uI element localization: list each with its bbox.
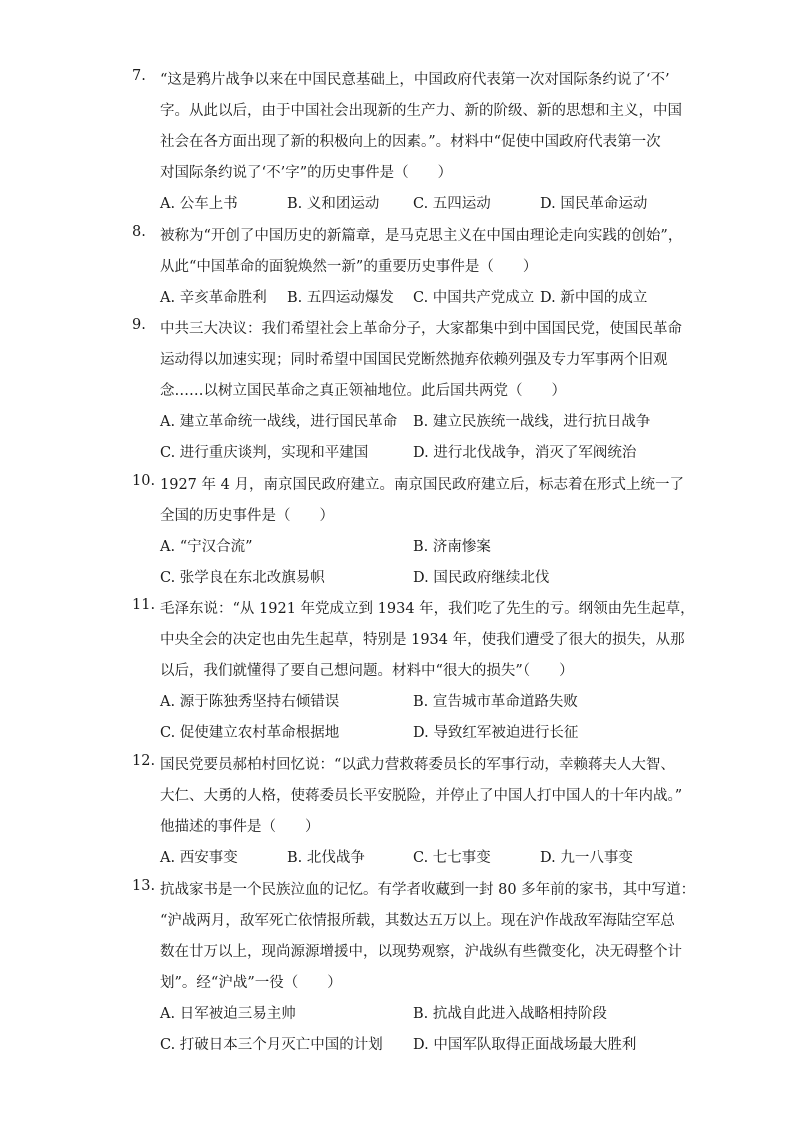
option-a: A. 辛亥革命胜利 <box>160 290 267 306</box>
question-text-line: 大仁、大勇的人格，使蒋委员长平安脱险，并停止了中国人打中国人的十年内战。” <box>160 788 683 804</box>
option-b: B. 宣告城市革命道路失败 <box>413 694 578 710</box>
option-c: C. 七七事变 <box>413 850 491 866</box>
question-text-line: 国民党要员郝柏村回忆说：“以武力营救蒋委员长的军事行动，幸赖蒋夫人大智、 <box>160 757 675 773</box>
option-a: A. 公车上书 <box>160 196 238 212</box>
question-text-line: 以后，我们就懂得了要自己想问题。材料中“很大的损失”（ ） <box>160 663 574 679</box>
option-a: A. 日军被迫三易主帅 <box>160 1006 296 1022</box>
option-c: C. 促使建立农村革命根据地 <box>160 725 340 741</box>
option-c: C. 五四运动 <box>413 196 491 212</box>
question-text-line: 中央全会的决定也由先生起草，特别是 1934 年，使我们遭受了很大的损失，从那 <box>160 632 685 648</box>
question-number: 9. <box>132 317 146 333</box>
option-d: D. 国民政府继续北伐 <box>413 570 550 586</box>
option-d: D. 进行北伐战争，消灭了军阀统治 <box>413 445 637 461</box>
question-number: 7. <box>132 68 146 84</box>
question-text-line: 念……以树立国民革命之真正领袖地位。此后国共两党（ ） <box>160 383 566 399</box>
question-number: 12. <box>132 753 156 769</box>
option-c: C. 进行重庆谈判，实现和平建国 <box>160 445 369 461</box>
option-c: C. 中国共产党成立 <box>413 290 535 306</box>
option-a: A. “宁汉合流” <box>160 539 253 555</box>
option-a: A. 西安事变 <box>160 850 238 866</box>
option-a: A. 建立革命统一战线，进行国民革命 <box>160 414 398 430</box>
question-text-line: 数在廿万以上，现尚源源增援中，以现势观察，沪战纵有些微变化，决无碍整个计 <box>160 944 682 960</box>
option-d: D. 新中国的成立 <box>540 290 648 306</box>
question-text-line: 对国际条约说了‘不’字”的历史事件是（ ） <box>160 165 453 181</box>
question-number: 8. <box>132 224 146 240</box>
option-c: C. 打破日本三个月灭亡中国的计划 <box>160 1037 383 1053</box>
question-number: 13. <box>132 878 156 894</box>
option-d: D. 导致红军被迫进行长征 <box>413 725 579 741</box>
question-text-line: 从此“中国革命的面貌焕然一新”的重要历史事件是（ ） <box>160 259 538 275</box>
question-text-line: 1927 年 4 月，南京国民政府建立。南京国民政府建立后，标志着在形式上统一了 <box>160 477 684 493</box>
question-text-line: 抗战家书是一个民族泣血的记忆。有学者收藏到一封 80 多年前的家书，其中写道： <box>160 882 696 898</box>
option-b: B. 义和团运动 <box>287 196 380 212</box>
option-d: D. 中国军队取得正面战场最大胜利 <box>413 1037 637 1053</box>
question-text-line: “这是鸦片战争以来在中国民意基础上，中国政府代表第一次对国际条约说了‘不’ <box>160 72 670 88</box>
question-text-line: 他描述的事件是（ ） <box>160 819 320 835</box>
option-b: B. 抗战自此进入战略相持阶段 <box>413 1006 607 1022</box>
question-text-line: 毛泽东说：“从 1921 年党成立到 1934 年，我们吃了先生的亏。纲领由先生起草， <box>160 601 695 617</box>
question-text-line: 划”。经“沪战”一役（ ） <box>160 975 342 991</box>
option-b: B. 济南惨案 <box>413 539 491 555</box>
option-b: B. 北伐战争 <box>287 850 365 866</box>
option-b: B. 五四运动爆发 <box>287 290 394 306</box>
question-text-line: 社会在各方面出现了新的积极向上的因素。”。材料中“促使中国政府代表第一次 <box>160 134 661 150</box>
option-a: A. 源于陈独秀坚持右倾错误 <box>160 694 340 710</box>
question-text-line: 中共三大决议：我们希望社会上革命分子，大家都集中到中国国民党，使国民革命 <box>160 321 682 337</box>
question-number: 11. <box>132 597 156 613</box>
option-d: D. 九一八事变 <box>540 850 633 866</box>
question-text-line: 字。从此以后，由于中国社会出现新的生产力、新的阶级、新的思想和主义，中国 <box>160 103 682 119</box>
question-text-line: 被称为“开创了中国历史的新篇章，是马克思主义在中国由理论走向实践的创始”， <box>160 228 683 244</box>
question-text-line: 运动得以加速实现；同时希望中国国民党断然抛弃依赖列强及专力军事两个旧观 <box>160 352 668 368</box>
option-b: B. 建立民族统一战线，进行抗日战争 <box>413 414 651 430</box>
option-d: D. 国民革命运动 <box>540 196 648 212</box>
option-c: C. 张学良在东北改旗易帜 <box>160 570 325 586</box>
question-number: 10. <box>132 473 156 489</box>
question-text-line: “沪战两月，敌军死亡依情报所载，其数达五万以上。现在沪作战敌军海陆空军总 <box>160 913 675 929</box>
question-text-line: 全国的历史事件是（ ） <box>160 508 334 524</box>
